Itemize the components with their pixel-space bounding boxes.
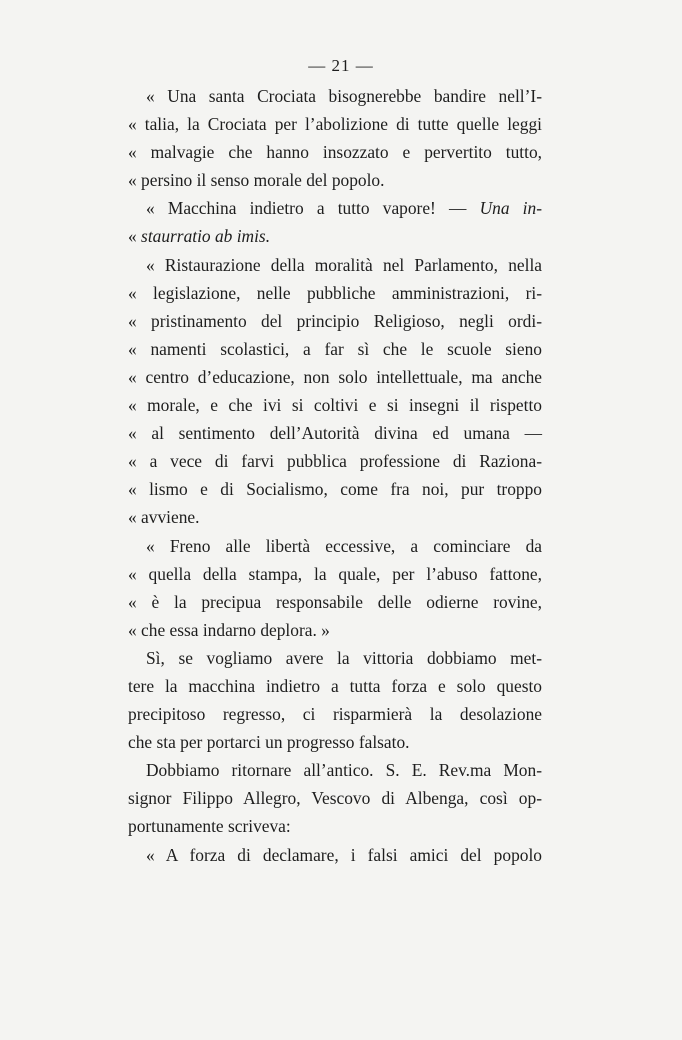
text-line-content: « lismo e di Socialismo, come fra noi, pur troppo — [128, 479, 542, 500]
text-line — [128, 644, 542, 672]
text-line-content: « legislazione, nelle pubbliche amministrazioni, ri- — [128, 282, 542, 303]
text-line-content: portunamente scriveva: — [128, 816, 291, 837]
text-line-content: « quella della stampa, la quale, per l’abuso fattone, — [128, 563, 542, 584]
text-line-content: « centro d’educazione, non solo intellettuale, ma anche — [128, 366, 542, 387]
text-line — [128, 251, 542, 279]
text-line — [128, 363, 542, 391]
text-line-content: « che essa indarno deplora. » — [128, 619, 330, 640]
text-line — [128, 532, 542, 560]
text-line — [128, 475, 542, 503]
text-line — [128, 503, 542, 531]
text-line — [128, 784, 542, 812]
text-line-content: « al sentimento dell’Autorità divina ed umana — — [128, 423, 542, 444]
text-line — [128, 222, 542, 250]
text-line-content: « morale, e che ivi si coltivi e si insegni il rispetto — [128, 395, 542, 416]
text-line-content: « Una santa Crociata bisognerebbe bandire nell’I- — [146, 86, 542, 106]
text-line — [128, 560, 542, 588]
text-line-content: « avviene. — [128, 507, 200, 528]
text-line — [128, 756, 542, 784]
text-line — [128, 138, 542, 166]
text-line-content: « pristinamento del principio Religioso, negli ordi- — [128, 310, 542, 331]
text-line — [128, 391, 542, 419]
text-line-content: Sì, se vogliamo avere la vittoria dobbiamo met- — [146, 647, 542, 668]
text-line — [128, 419, 542, 447]
italic-phrase: Una in- — [479, 198, 542, 219]
text-line-content: precipitoso regresso, ci risparmierà la desolazione — [128, 704, 542, 725]
page-number: — 21 — — [308, 56, 374, 75]
text-line — [128, 194, 542, 222]
text-line — [128, 616, 542, 644]
text-line-content: « a vece di farvi pubblica professione di Raziona- — [128, 451, 542, 472]
text-line-content: che sta per portarci un progresso falsato. — [128, 732, 410, 753]
text-line-content: « Macchina indietro a tutto vapore! — — [146, 198, 480, 219]
text-line-content: « namenti scolastici, a far sì che le scuole sieno — [128, 338, 542, 359]
italic-phrase: staurratio ab imis. — [141, 226, 271, 247]
text-line-content: « Ristaurazione della moralità nel Parlamento, nella — [146, 254, 542, 275]
text-line-content: « — [128, 226, 142, 247]
text-line — [128, 728, 542, 756]
text-line-content: « malvagie che hanno insozzato e pervertito tutto, — [128, 142, 542, 163]
text-line — [128, 700, 542, 728]
text-line — [128, 82, 542, 110]
text-line-content: « è la precipua responsabile delle odierne rovine, — [128, 591, 542, 612]
text-line-content: « talia, la Crociata per l’abolizione di tutte quelle leggi — [128, 114, 542, 135]
body-text — [128, 82, 542, 869]
text-line — [128, 812, 542, 840]
text-line — [128, 166, 542, 194]
text-line — [128, 588, 542, 616]
text-line-content: signor Filippo Allegro, Vescovo di Albenga, così op- — [128, 788, 542, 809]
text-line — [128, 307, 542, 335]
text-line — [128, 841, 542, 869]
text-line — [128, 672, 542, 700]
text-line-content: « persino il senso morale del popolo. — [128, 170, 385, 191]
text-line — [128, 110, 542, 138]
text-line — [128, 447, 542, 475]
text-line-content: « Freno alle libertà eccessive, a cominciare da — [146, 535, 542, 556]
text-line — [128, 279, 542, 307]
text-line-content: Dobbiamo ritornare all’antico. S. E. Rev.ma Mon- — [146, 760, 542, 781]
text-line-content: « A forza di declamare, i falsi amici del popolo — [146, 844, 542, 865]
text-line — [128, 335, 542, 363]
text-line-content: tere la macchina indietro a tutta forza e solo questo — [128, 675, 542, 696]
